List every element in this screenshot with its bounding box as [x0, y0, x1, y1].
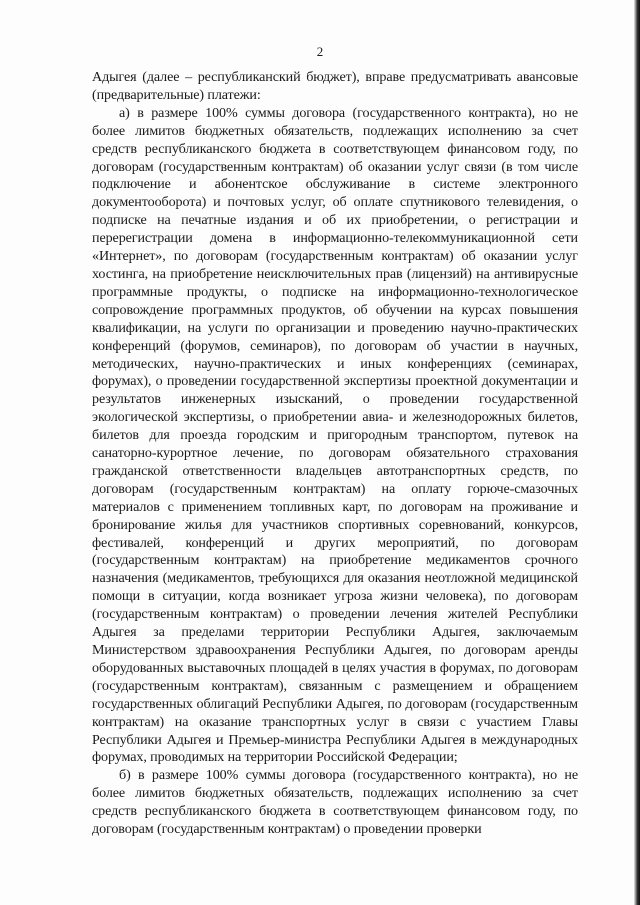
paragraph-item-a: а) в размере 100% суммы договора (государственного контракта), но не более лимитов бюджетных обязательств, подлежащих исполнению за счет средств республиканского бюджета в соответствующем финансовом году, по договорам (государственным контрактам) об оказании услуг связи (в том числе подключение и абонентское обслуживание в системе электронного документооборота) и почтовых услуг, об оплате спутникового телевидения, о подписке на печатные издания и об их приобретении, о регистрации и перерегистрации домена в информационно-телекоммуникационной сети «Интернет», по договорам (государственным контрактам) об оказании услуг хостинга, на приобретение неисключительных прав (лицензий) на антивирусные программные продукты, о подписке на информационно-технологическое сопровождение программных продуктов, об обучении на курсах повышения квалификации, на услуги по организации и проведению научно-практических конференций (форумов, семинаров), по договорам об участии в научных, методических, научно-практических и иных конференциях (семинарах, форумах), о проведении государственной экспертизы проектной документации и результатов инженерных изысканий, о проведении государственной экологической экспертизы, о приобретении авиа- и железнодорожных билетов, билетов для проезда городским и пригородным транспортом, путевок на санаторно-курортное лечение, по договорам обязательного страхования гражданской ответственности владельцев автотранспортных средств, по договорам (государственным контрактам) на оплату горюче-смазочных материалов с применением топливных карт, по договорам на проживание и бронирование жилья для участников спортивных соревнований, конкурсов, фестивалей, конференций и других мероприятий, по договорам (государственным контрактам) на приобретение медикаментов срочного назначения (медикаментов, требующихся для оказания неотложной медицинской помощи в ситуации, когда возникает угроза жизни человека), по договорам (государственным контрактам) о проведении лечения жителей Республики Адыгея за пределами территории Республики Адыгея, заключаемым Министерством здравоохранения Республики Адыгея, по договорам аренды оборудованных выставочных площадей в целях участия в форумах, по договорам (государственным контрактам), связанным с размещением и обращением государственных облигаций Республики Адыгея, по договорам (государственным контрактам) на оказание транспортных услуг в связи с участием Главы Республики Адыгея и Премьер-министра Республики Адыгея в международных форумах, проводимых на территории Российской Федерации;: [92, 104, 578, 766]
scan-border-edge: [634, 0, 640, 905]
paragraph-intro: Адыгея (далее – республиканский бюджет), вправе предусматривать авансовые (предварительные) платежи:: [92, 69, 578, 103]
document-body: [92, 69, 578, 839]
paragraph-item-b: б) в размере 100% суммы договора (государственного контракта), но не более лимитов бюджетных обязательств, подлежащих исполнению за счет средств республиканского бюджета в соответствующем финансовом году, по договорам (государственным контрактам) о проведении проверки: [92, 767, 578, 838]
page-number: 2: [316, 44, 324, 59]
